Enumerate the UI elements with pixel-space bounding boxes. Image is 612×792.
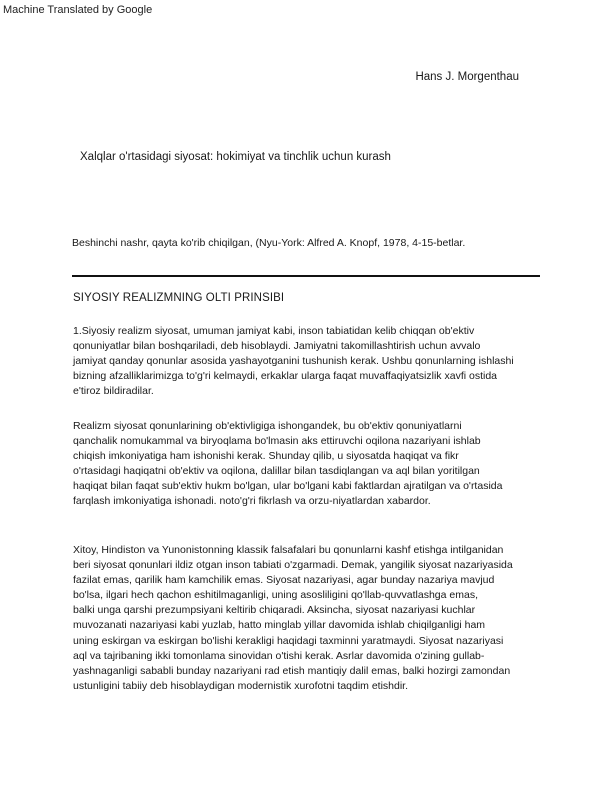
source-note: Beshinchi nashr, qayta ko'rib chiqilgan, (Nyu-York: Alfred A. Knopf, 1978, 4-15-betlar.: [72, 237, 466, 249]
paragraph-line: balki unga qarshi prezumpsiyani keltirib chiqaradi. Aksincha, siyosat nazariyasi kuchlar: [73, 604, 476, 617]
paragraph-line: uning eskirgan va eskirgan bo'lishi kerakligi haqidagi taxminni yaratmaydi. Siyosat nazariyasi: [73, 634, 504, 647]
paragraph-line: jamiyat qanday qonunlar asosida yashayotganini tushunish kerak. Ushbu qonunlarning ishlashi: [73, 355, 514, 368]
paragraph-line: bizning afzalliklarimizga to'g'ri kelmaydi, erkaklar ularga faqat muvaffaqiyatsizlik xavfi ostida: [73, 370, 497, 383]
paragraph-line: bo'lsa, ilgari hech qachon eshitilmaganligi, uning asosliligini qo'llab-quvvatlashga emas,: [73, 589, 478, 602]
paragraph-line: haqiqat bilan faqat sub'ektiv hukm bo'lgan, ular bo'lgani kabi faktlardan ajratilgan va o'rtasida: [73, 480, 503, 493]
paragraph-line: yashnaganligi sababli bunday nazariyani rad etish mantiqiy dalil emas, balki hozirgi zamondan: [73, 664, 511, 677]
book-title: Xalqlar o'rtasidagi siyosat: hokimiyat va tinchlik uchun kurash: [80, 151, 391, 163]
paragraph-line: beri siyosat qonunlari ildiz otgan inson tabiati o'zgarmadi. Demak, yangilik siyosat nazariyasida: [73, 559, 513, 572]
paragraph-line: ustunligini tabiiy deb hisoblaydigan modernistik xurofotni taqdim etishdir.: [73, 679, 409, 692]
paragraph-line: 1.Siyosiy realizm siyosat, umuman jamiyat kabi, inson tabiatidan kelib chiqqan ob'ektiv: [73, 325, 475, 337]
paragraph-line: Xitoy, Hindiston va Yunonistonning klassik falsafalari bu qonunlarni kashf etishga intilganidan: [73, 544, 504, 556]
paragraph-line: chiqish imkoniyatiga ham ishonishi kerak. Shunday qilib, u siyosatda haqiqat va fikr: [73, 450, 459, 463]
paragraph-line: o'rtasidagi haqiqatni ob'ektiv va oqilona, dalillar bilan tasdiqlangan va aql bilan yoritilgan: [73, 465, 480, 478]
paragraph-line: aql va tajribaning ikki tomonlama sinovidan o'tishi kerak. Asrlar davomida o'zining gullab-: [73, 649, 485, 662]
paragraph-3: [73, 543, 543, 694]
paragraph-line: qonuniyatlar bilan boshqariladi, deb hisoblaydi. Jamiyatni takomillashtirish uchun avvalo: [73, 340, 481, 353]
paragraph-line: farqlash imkoniyatiga ishonadi. noto'g'ri fikrlash va orzu-niyatlardan xabardor.: [73, 495, 431, 508]
paragraph-line: fazilat emas, qarilik ham kamchilik emas. Siyosat nazariyasi, agar bunday nazariya mavjud: [73, 574, 495, 587]
paragraph-2: [73, 419, 543, 510]
paragraph-line: muvozanati nazariyasi kabi yuzlab, hatto minglab yillar davomida ishlab chiqilganligi ham: [73, 619, 486, 632]
machine-translated-label: Machine Translated by Google: [3, 4, 153, 16]
horizontal-rule: [72, 275, 540, 277]
section-heading: SIYOSIY REALIZMNING OLTI PRINSIBI: [73, 292, 285, 304]
paragraph-line: qanchalik nomukammal va biryoqlama bo'lmasin aks ettiruvchi oqilona nazariyani ishlab: [73, 435, 481, 448]
paragraph-1: [73, 324, 543, 399]
paragraph-line: Realizm siyosat qonunlarining ob'ektivligiga ishongandek, bu ob'ektiv qonuniyatlarni: [73, 420, 462, 432]
author-name: Hans J. Morgenthau: [415, 71, 519, 83]
paragraph-line: e'tiroz bildiradilar.: [73, 385, 154, 398]
